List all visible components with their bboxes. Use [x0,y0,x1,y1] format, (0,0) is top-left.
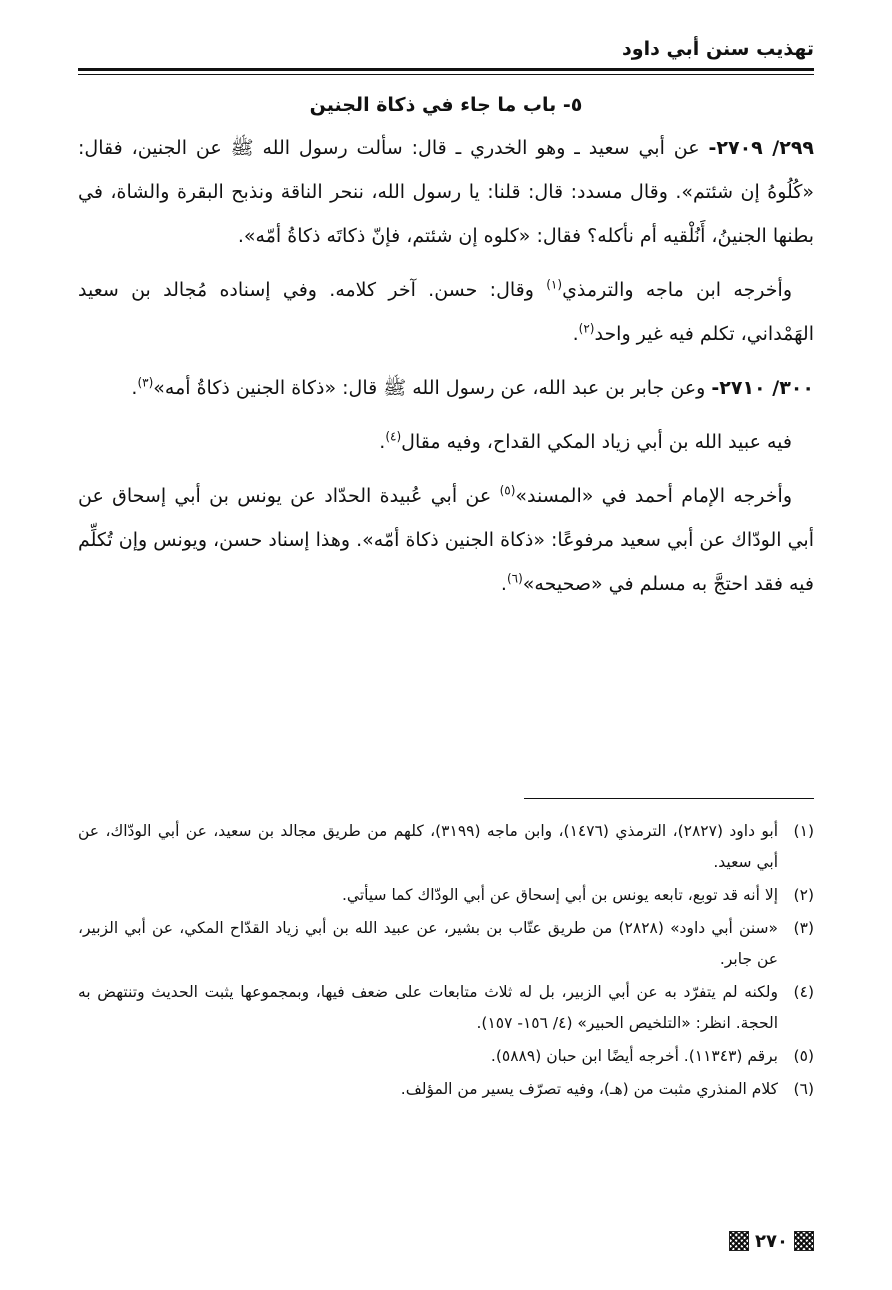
hadith-number: ٢٩٩/ ٢٧٠٩- [708,137,815,159]
commentary-text: فيه عبيد الله بن أبي زياد المكي القداح، وفيه مقال [401,431,792,453]
footnote-ref[interactable]: (١) [546,277,563,292]
running-title: تهذيب سنن أبي داود [622,38,814,60]
hadith-text: وعن جابر بن عبد الله، عن رسول الله ﷺ قال: «ذكاة الجنين ذكاةُ أمه» [153,377,706,399]
footnote [78,913,814,975]
footnote-text: «سنن أبي داود» (٢٨٢٨) من طريق عتّاب بن بشير، عن عبيد الله بن أبي زياد القدّاح المكي، عن أبي الزبير، عن جابر. [78,919,778,968]
footnote-text: إلا أنه قد توبع، تابعه يونس بن أبي إسحاق عن أبي الودّاك كما سيأتي. [341,886,778,904]
page-number-block [729,1228,814,1254]
hadith-number: ٣٠٠/ ٢٧١٠- [711,377,814,399]
commentary-paragraph-2 [78,420,814,464]
footnote-ref[interactable]: (٤) [385,429,402,444]
header-rule-thin [78,74,814,75]
hadith-text: عن أبي سعيد ـ وهو الخدري ـ قال: سألت رسول الله ﷺ عن الجنين، فقال: «كُلُوهُ إن شئتم». وقال مسدد: قال: قلنا: يا رسول الله، ننحر الناقة ونذبح البقرة والشاة، في بطنها الجنينُ، أَنُلْقيه أم نأكله؟ فقال: «كلوه إن شئتم، فإنّ ذكاتَه ذكاةُ أمّه». [78,137,814,247]
footnote-separator [524,798,814,799]
commentary-text: عن أبي عُبيدة الحدّاد عن يونس بن أبي إسحاق عن أبي الودّاك عن أبي سعيد مرفوعًا: «ذكاة الجنين ذكاة أمّه». وهذا إسناد حسن، ويونس وإن تُكلِّم فيه فقد احتجَّ به مسلم في «صحيحه» [78,485,814,595]
footnote-number: (٦) [793,1080,814,1098]
commentary-paragraph-1 [78,268,814,356]
footnote-text: أبو داود (٢٨٢٧)، الترمذي (١٤٧٦)، وابن ماجه (٣١٩٩)، كلهم من طريق مجالد بن سعيد، عن أبي الودّاك، عن أبي سعيد. [78,822,779,871]
chapter-title: ٥- باب ما جاء في ذكاة الجنين [309,94,583,116]
footnote [78,1074,814,1105]
footnote-ref[interactable]: (٦) [506,571,523,586]
punctuation: . [379,431,386,453]
footnotes [78,816,814,1107]
footnote [78,977,814,1039]
footnote-text: برقم (١١٣٤٣). أخرجه أيضًا ابن حبان (٥٨٨٩). [490,1047,778,1065]
footnote-text: ولكنه لم يتفرّد به عن أبي الزبير، بل له ثلاث متابعات على ضعف فيها، وبمجموعها يثبت الحديث وتنتهض به الحجة. انظر: «التلخيص الحبير» (٤/ ١٥٦- ١٥٧). [78,983,778,1032]
header-rule-thick [78,68,814,71]
footnote-number: (٢) [793,886,814,904]
ornament-icon [729,1231,749,1251]
ornament-icon [794,1231,814,1251]
punctuation: . [572,323,579,345]
commentary-text: وأخرجه الإمام أحمد في «المسند» [515,485,792,507]
main-text [78,88,814,616]
hadith-paragraph-300 [78,366,814,410]
punctuation: . [131,377,138,399]
footnote [78,1041,814,1072]
commentary-text: وقال: حسن. آخر كلامه. وفي إسناده مُجالد بن سعيد الهَمْداني، تكلم فيه غير واحد [78,279,814,345]
footnote [78,816,814,878]
footnote-number: (٤) [793,983,814,1001]
page-number: ٢٧٠ [755,1230,788,1252]
footnote-number: (١) [793,822,814,840]
running-header [78,38,814,72]
punctuation: . [500,573,507,595]
footnote-ref[interactable]: (٥) [499,483,516,498]
footnote-number: (٥) [793,1047,814,1065]
footnote [78,880,814,911]
footnote-text: كلام المنذري مثبت من (هـ)، وفيه تصرّف يسير من المؤلف. [400,1080,778,1098]
commentary-text: وأخرجه ابن ماجه والترمذي [562,279,792,301]
footnote-ref[interactable]: (٢) [578,321,595,336]
hadith-paragraph-299 [78,126,814,258]
footnote-ref[interactable]: (٣) [137,375,154,390]
footnote-number: (٣) [793,919,814,937]
commentary-paragraph-3 [78,474,814,606]
